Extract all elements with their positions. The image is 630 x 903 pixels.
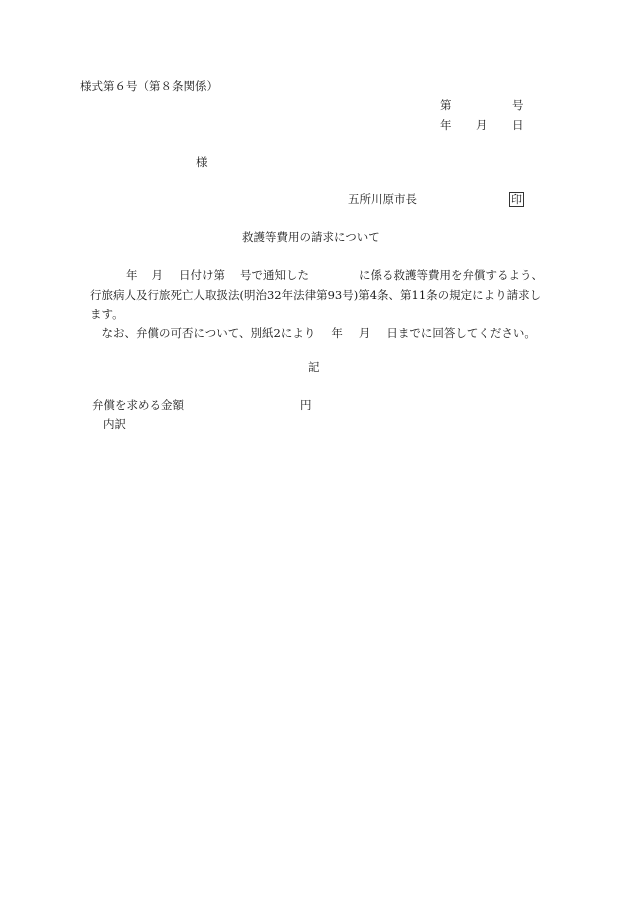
p2-year: 年 xyxy=(331,326,343,340)
date-day-label: 日 xyxy=(512,118,524,132)
document-title: 救護等費用の請求について xyxy=(242,230,380,244)
date-year-label: 年 xyxy=(440,118,452,132)
p1-month: 月 xyxy=(151,268,163,282)
p1-year: 年 xyxy=(126,268,138,282)
document-number-suffix: 号 xyxy=(512,98,524,112)
p1-day-ref: 日付け第 xyxy=(179,268,225,282)
p2-month: 月 xyxy=(358,326,371,340)
form-number: 様式第６号（第８条関係） xyxy=(80,79,218,93)
body-paragraph-1 xyxy=(90,266,550,325)
breakdown-label: 内訳 xyxy=(103,417,126,431)
p1-number-suffix: 号で通知した xyxy=(240,268,309,282)
ki-heading: 記 xyxy=(308,360,320,374)
p2-rest: 日までに回答してください。 xyxy=(386,326,536,340)
seal-mark-text: 印 xyxy=(511,193,522,206)
date-month-label: 月 xyxy=(476,118,488,132)
p2-start: なお、弁償の可否について、別紙2により xyxy=(90,326,316,340)
seal-mark xyxy=(509,192,524,207)
sender-title: 五所川原市長 xyxy=(348,192,417,206)
p1-rest: に係る救護等費用を弁償するよう、行旅病人及行旅死亡人取扱法(明治32年法律第93号)第4条、第11条の規定により請求します。 xyxy=(90,268,543,321)
addressee-suffix: 様 xyxy=(196,155,208,169)
amount-label: 弁償を求める金額 xyxy=(92,398,184,412)
body-paragraph-2 xyxy=(90,324,550,344)
amount-unit: 円 xyxy=(300,398,312,412)
document-number-prefix: 第 xyxy=(440,98,452,112)
